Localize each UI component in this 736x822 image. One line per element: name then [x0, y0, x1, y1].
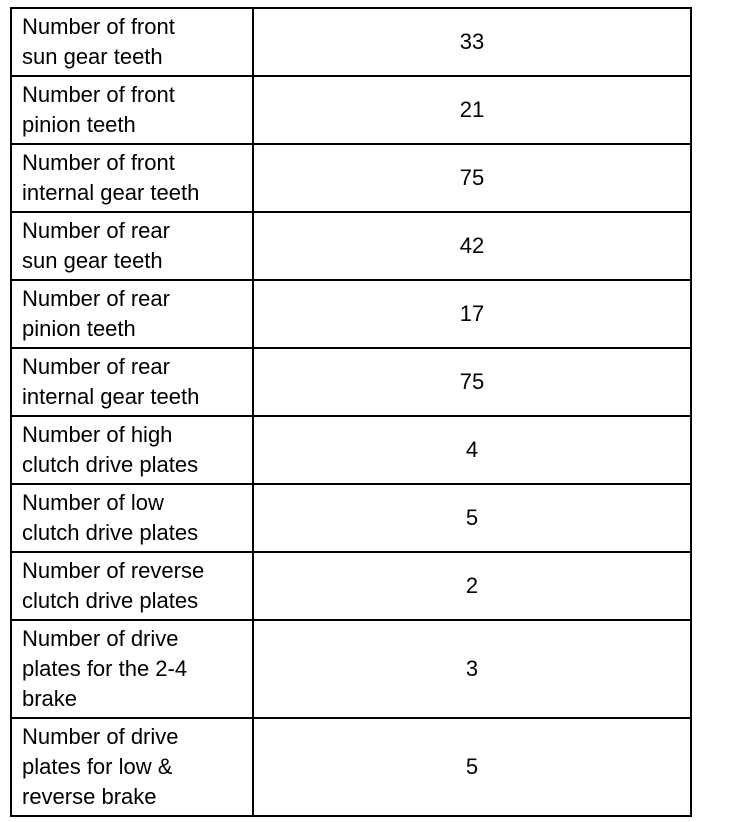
gear-specification-table	[10, 7, 692, 817]
row-label	[11, 144, 253, 212]
row-value: 17	[253, 280, 691, 348]
table-row	[11, 484, 691, 552]
table-row	[11, 620, 691, 718]
table-row	[11, 718, 691, 816]
row-value: 5	[253, 718, 691, 816]
row-value: 42	[253, 212, 691, 280]
row-label	[11, 8, 253, 76]
label-line: clutch drive plates	[22, 452, 199, 477]
label-line: pinion teeth	[22, 112, 136, 137]
label-line: Number of rear	[22, 218, 170, 243]
label-line: Number of front	[22, 82, 175, 107]
row-label	[11, 416, 253, 484]
label-line: Number of drive	[22, 626, 179, 651]
label-line: reverse brake	[22, 784, 157, 809]
row-label	[11, 280, 253, 348]
table-row	[11, 144, 691, 212]
label-line: Number of rear	[22, 286, 170, 311]
label-line: Number of high	[22, 422, 173, 447]
label-line: Number of drive	[22, 724, 179, 749]
label-line: plates for low &	[22, 754, 173, 779]
row-value: 3	[253, 620, 691, 718]
row-label	[11, 484, 253, 552]
label-line: internal gear teeth	[22, 384, 200, 409]
label-line: Number of front	[22, 14, 175, 39]
table-row	[11, 348, 691, 416]
row-value: 2	[253, 552, 691, 620]
label-line: pinion teeth	[22, 316, 136, 341]
label-line: clutch drive plates	[22, 520, 199, 545]
row-value: 75	[253, 348, 691, 416]
row-value: 75	[253, 144, 691, 212]
row-label	[11, 718, 253, 816]
table-row	[11, 280, 691, 348]
label-line: clutch drive plates	[22, 588, 199, 613]
row-label	[11, 76, 253, 144]
row-label	[11, 212, 253, 280]
label-line: brake	[22, 686, 78, 711]
label-line: sun gear teeth	[22, 44, 163, 69]
row-value: 4	[253, 416, 691, 484]
label-line: sun gear teeth	[22, 248, 163, 273]
row-value: 33	[253, 8, 691, 76]
table-row	[11, 212, 691, 280]
row-label	[11, 552, 253, 620]
table-row	[11, 552, 691, 620]
row-value: 21	[253, 76, 691, 144]
row-label	[11, 620, 253, 718]
label-line: Number of low	[22, 490, 164, 515]
label-line: internal gear teeth	[22, 180, 200, 205]
label-line: plates for the 2-4	[22, 656, 188, 681]
label-line: Number of front	[22, 150, 175, 175]
row-label	[11, 348, 253, 416]
table-row	[11, 416, 691, 484]
label-line: Number of rear	[22, 354, 170, 379]
row-value: 5	[253, 484, 691, 552]
table-body	[11, 8, 691, 816]
table-row	[11, 76, 691, 144]
label-line: Number of reverse	[22, 558, 205, 583]
table-row	[11, 8, 691, 76]
